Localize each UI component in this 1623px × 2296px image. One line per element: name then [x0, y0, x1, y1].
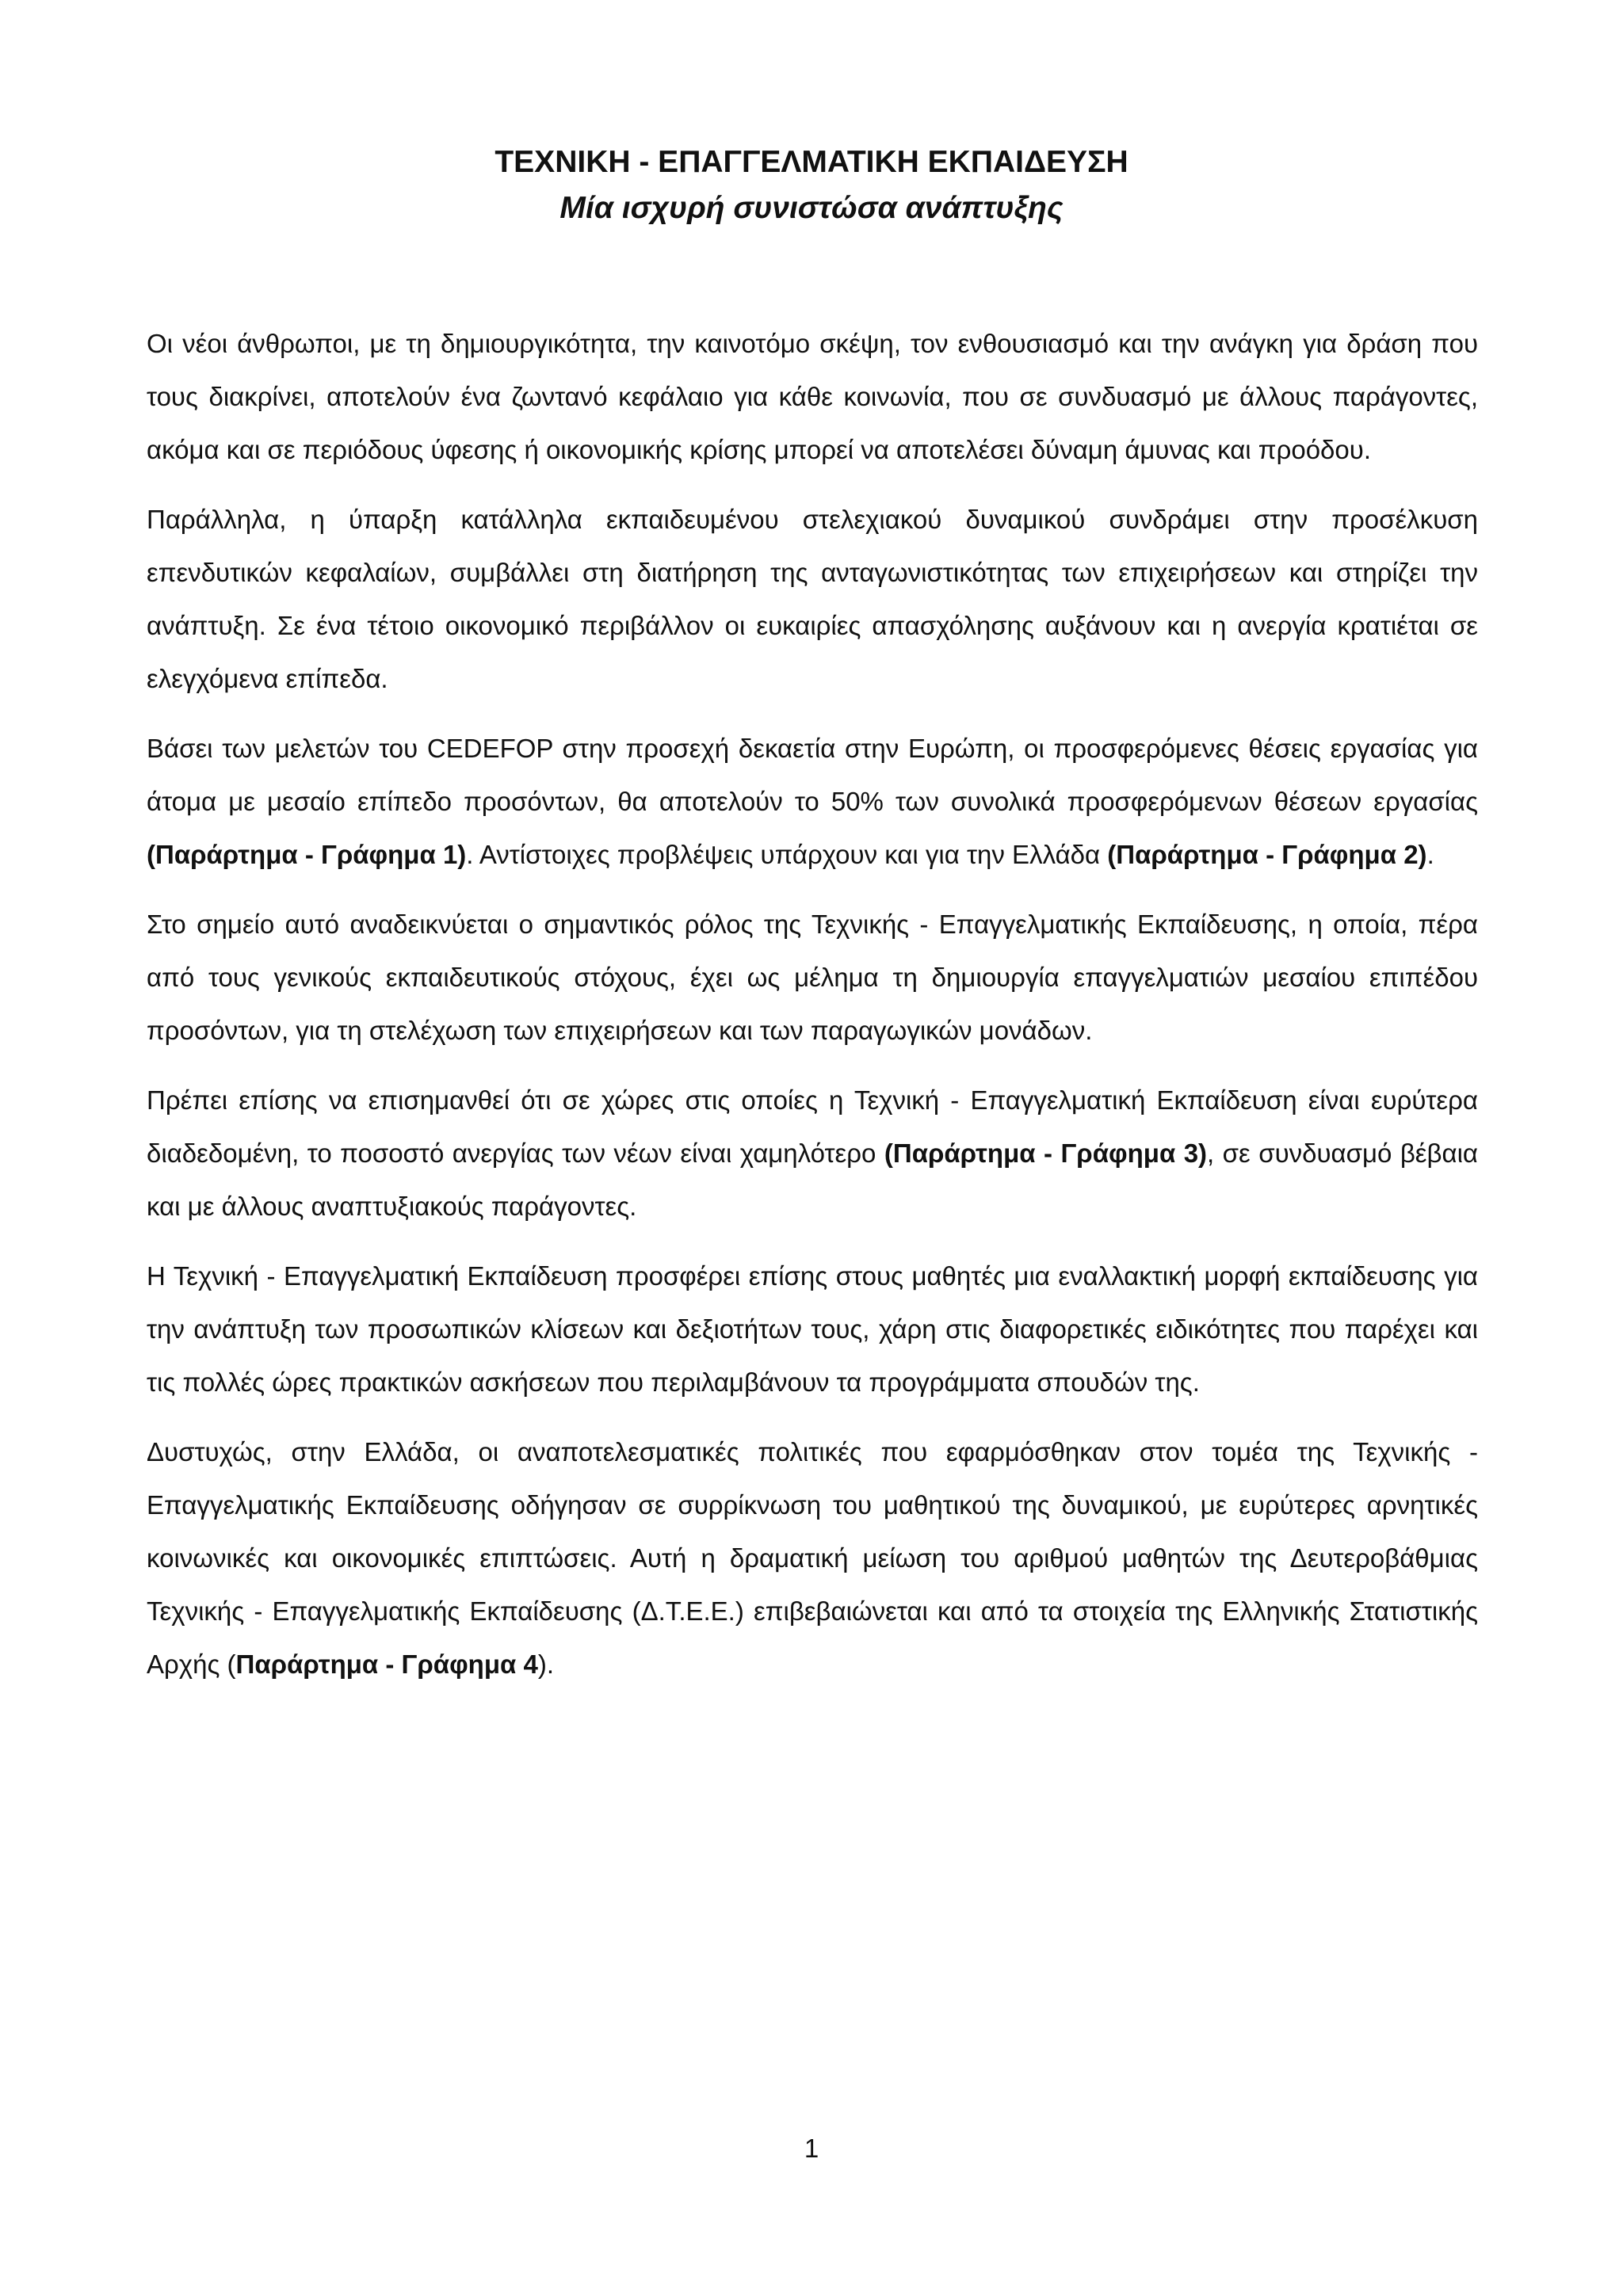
paragraph-3 — [147, 722, 1478, 881]
paragraph-3-reference-1: (Παράρτημα - Γράφημα 1) — [147, 840, 467, 869]
paragraph-3-text-3: . — [1426, 840, 1434, 869]
paragraph-7 — [147, 1425, 1478, 1691]
paragraph-4-text: Στο σημείο αυτό αναδεικνύεται ο σημαντικός ρόλος της Τεχνικής - Επαγγελματικής Εκπαίδευσης, η οποία, πέρα από τους γενικούς εκπαιδευτικούς στόχους, έχει ως μέλημα τη δημιουργία επαγγελματιών μεσαίου επιπέδου προσόντων, για τη στελέχωση των επιχειρήσεων και των παραγωγικών μονάδων. — [147, 910, 1478, 1045]
paragraph-5 — [147, 1074, 1478, 1233]
page-number: 1 — [804, 2134, 819, 2163]
paragraph-2 — [147, 493, 1478, 705]
paragraph-2-text: Παράλληλα, η ύπαρξη κατάλληλα εκπαιδευμένου στελεχιακού δυναμικού συνδράμει στην προσέλκυση επενδυτικών κεφαλαίων, συμβάλλει στη διατήρηση της ανταγωνιστικότητας των επιχειρήσεων και στηρίζει την ανάπτυξη. Σε ένα τέτοιο οικονομικό περιβάλλον οι ευκαιρίες απασχόλησης αυξάνουν και η ανεργία κρατιέται σε ελεγχόμενα επίπεδα. — [147, 505, 1478, 693]
paragraph-3-text-1: Βάσει των μελετών του CEDEFOP στην προσεχή δεκαετία στην Ευρώπη, οι προσφερόμενες θέσεις εργασίας για άτομα με μεσαίο επίπεδο προσόντων, θα αποτελούν το 50% των συνολικά προσφερόμενων θέσεων εργασίας — [147, 734, 1478, 816]
paragraph-5-reference-1: (Παράρτημα - Γράφημα 3) — [884, 1138, 1208, 1168]
paragraph-7-reference-1: Παράρτημα - Γράφημα 4 — [235, 1650, 538, 1679]
paragraph-5-text-2: , σε συνδυασμό βέβαια και με άλλους αναπτυξιακούς παράγοντες. — [147, 1138, 1478, 1221]
paragraph-6-text: Η Τεχνική - Επαγγελματική Εκπαίδευση προσφέρει επίσης στους μαθητές μια εναλλακτική μορφή εκπαίδευσης για την ανάπτυξη των προσωπικών κλίσεων και δεξιοτήτων τους, χάρη στις διαφορετικές ειδικότητες που παρέχει και τις πολλές ώρες πρακτικών ασκήσεων που περιλαμβάνουν τα προγράμματα σπουδών της. — [147, 1261, 1478, 1397]
paragraph-5-text-1: Πρέπει επίσης να επισημανθεί ότι σε χώρες στις οποίες η Τεχνική - Επαγγελματική Εκπαίδευση είναι ευρύτερα διαδεδομένη, το ποσοστό ανεργίας των νέων είναι χαμηλότερο — [147, 1085, 1478, 1168]
paragraph-3-reference-2: (Παράρτημα - Γράφημα 2) — [1107, 840, 1427, 869]
document-body — [147, 317, 1478, 1707]
paragraph-1 — [147, 317, 1478, 476]
paragraph-4 — [147, 898, 1478, 1057]
title-block — [0, 139, 1623, 231]
paragraph-3-text-2: . Αντίστοιχες προβλέψεις υπάρχουν και για την Ελλάδα — [466, 840, 1108, 869]
paragraph-7-text-1: Δυστυχώς, στην Ελλάδα, οι αναποτελεσματικές πολιτικές που εφαρμόσθηκαν στον τομέα της Τεχνικής - Επαγγελματικής Εκπαίδευσης οδήγησαν σε συρρίκνωση του μαθητικού της δυναμικού, με ευρύτερες αρνητικές κοινωνικές και οικονομικές επιπτώσεις. Αυτή η δραματική μείωση του αριθμού μαθητών της Δευτεροβάθμιας Τεχνικής - Επαγγελματικής Εκπαίδευσης (Δ.Τ.Ε.Ε.) επιβεβαιώνεται και από τα στοιχεία της Ελληνικής Στατιστικής Αρχής ( — [147, 1437, 1478, 1679]
document-title: ΤΕΧΝΙΚΗ - ΕΠΑΓΓΕΛΜΑΤΙΚΗ ΕΚΠΑΙΔΕΥΣΗ — [495, 145, 1128, 179]
paragraph-6 — [147, 1249, 1478, 1409]
paragraph-7-text-2: ). — [537, 1650, 555, 1679]
document-subtitle: Μία ισχυρή συνιστώσα ανάπτυξης — [559, 191, 1064, 225]
paragraph-1-text: Οι νέοι άνθρωποι, με τη δημιουργικότητα, την καινοτόμο σκέψη, τον ενθουσιασμό και την ανάγκη για δράση που τους διακρίνει, αποτελούν ένα ζωντανό κεφάλαιο για κάθε κοινωνία, που σε συνδυασμό με άλλους παράγοντες, ακόμα και σε περιόδους ύφεσης ή οικονομικής κρίσης μπορεί να αποτελέσει δύναμη άμυνας και προόδου. — [147, 329, 1478, 464]
